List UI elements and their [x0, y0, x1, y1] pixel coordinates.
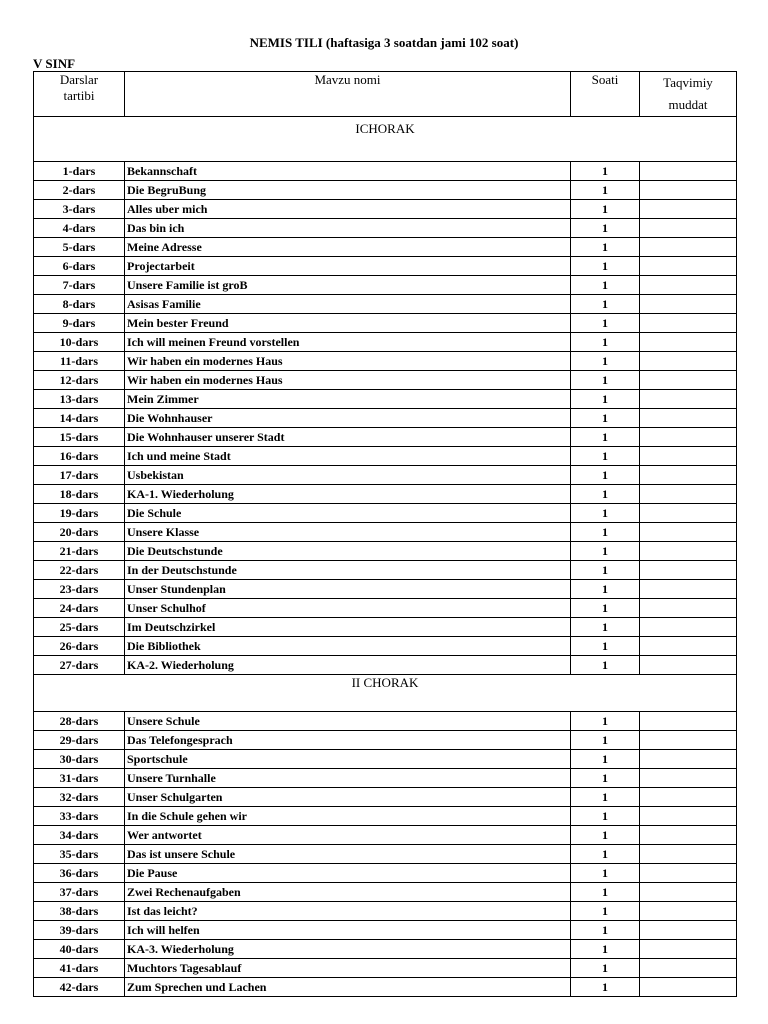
- lesson-date-cell[interactable]: [640, 883, 737, 902]
- lesson-topic-cell: Muchtors Tagesablauf: [125, 959, 571, 978]
- lesson-topic-cell: KA-2. Wiederholung: [125, 656, 571, 675]
- lesson-number-cell: 30-dars: [34, 750, 125, 769]
- lesson-hours-cell: 1: [571, 959, 640, 978]
- lesson-topic-cell: Das bin ich: [125, 219, 571, 238]
- header-hours: Soati: [571, 72, 640, 117]
- lesson-date-cell[interactable]: [640, 276, 737, 295]
- lesson-topic-cell: Wir haben ein modernes Haus: [125, 371, 571, 390]
- lesson-number-cell: 23-dars: [34, 580, 125, 599]
- lesson-date-cell[interactable]: [640, 561, 737, 580]
- lesson-number-cell: 36-dars: [34, 864, 125, 883]
- header-topic: Mavzu nomi: [125, 72, 571, 117]
- lesson-topic-cell: Zwei Rechenaufgaben: [125, 883, 571, 902]
- lesson-number-cell: 38-dars: [34, 902, 125, 921]
- lesson-topic-cell: Die BegruBung: [125, 181, 571, 200]
- lesson-number-cell: 40-dars: [34, 940, 125, 959]
- lesson-hours-cell: 1: [571, 485, 640, 504]
- lesson-topic-cell: Unser Stundenplan: [125, 580, 571, 599]
- lesson-hours-cell: 1: [571, 561, 640, 580]
- lesson-date-cell[interactable]: [640, 238, 737, 257]
- lesson-topic-cell: Die Wohnhauser: [125, 409, 571, 428]
- lesson-number-cell: 11-dars: [34, 352, 125, 371]
- table-row: [34, 902, 737, 921]
- lesson-number-cell: 13-dars: [34, 390, 125, 409]
- lesson-topic-cell: In der Deutschstunde: [125, 561, 571, 580]
- header-date-line2: muddat: [668, 97, 708, 112]
- lesson-number-cell: 19-dars: [34, 504, 125, 523]
- lesson-topic-cell: Das ist unsere Schule: [125, 845, 571, 864]
- lesson-date-cell[interactable]: [640, 162, 737, 181]
- lesson-topic-cell: Die Pause: [125, 864, 571, 883]
- lesson-date-cell[interactable]: [640, 466, 737, 485]
- lesson-topic-cell: Ich will helfen: [125, 921, 571, 940]
- table-row: [34, 807, 737, 826]
- lesson-number-cell: 2-dars: [34, 181, 125, 200]
- quarter-row: [34, 675, 737, 712]
- table-row: [34, 731, 737, 750]
- lesson-date-cell[interactable]: [640, 712, 737, 731]
- lesson-hours-cell: 1: [571, 921, 640, 940]
- lesson-topic-cell: Wer antwortet: [125, 826, 571, 845]
- table-row: [34, 599, 737, 618]
- table-row: [34, 845, 737, 864]
- table-row: [34, 921, 737, 940]
- table-row: [34, 788, 737, 807]
- lesson-hours-cell: 1: [571, 428, 640, 447]
- table-row: [34, 656, 737, 675]
- lesson-date-cell[interactable]: [640, 959, 737, 978]
- lesson-date-cell[interactable]: [640, 504, 737, 523]
- lesson-number-cell: 25-dars: [34, 618, 125, 637]
- lesson-date-cell[interactable]: [640, 314, 737, 333]
- lesson-date-cell[interactable]: [640, 485, 737, 504]
- lesson-topic-cell: Das Telefongesprach: [125, 731, 571, 750]
- grade-label: V SINF: [33, 56, 76, 71]
- lesson-hours-cell: 1: [571, 162, 640, 181]
- lesson-topic-cell: Ich will meinen Freund vorstellen: [125, 333, 571, 352]
- lesson-date-cell[interactable]: [640, 333, 737, 352]
- header-date-line1: Taqvimiy: [663, 75, 713, 90]
- table-row: [34, 466, 737, 485]
- lesson-number-cell: 29-dars: [34, 731, 125, 750]
- lesson-number-cell: 39-dars: [34, 921, 125, 940]
- lesson-number-cell: 41-dars: [34, 959, 125, 978]
- lesson-number-cell: 37-dars: [34, 883, 125, 902]
- lesson-hours-cell: 1: [571, 219, 640, 238]
- lesson-date-cell[interactable]: [640, 352, 737, 371]
- table-row: [34, 409, 737, 428]
- lesson-topic-cell: Die Schule: [125, 504, 571, 523]
- table-row: [34, 864, 737, 883]
- lesson-date-cell[interactable]: [640, 731, 737, 750]
- lesson-hours-cell: 1: [571, 447, 640, 466]
- lesson-hours-cell: 1: [571, 371, 640, 390]
- lesson-topic-cell: KA-1. Wiederholung: [125, 485, 571, 504]
- lesson-hours-cell: 1: [571, 238, 640, 257]
- table-row: [34, 314, 737, 333]
- lesson-date-cell[interactable]: [640, 371, 737, 390]
- lesson-topic-cell: Projectarbeit: [125, 257, 571, 276]
- lesson-hours-cell: 1: [571, 333, 640, 352]
- lesson-topic-cell: Die Bibliothek: [125, 637, 571, 656]
- lesson-hours-cell: 1: [571, 352, 640, 371]
- lesson-topic-cell: Unsere Turnhalle: [125, 769, 571, 788]
- table-row: [34, 257, 737, 276]
- lesson-number-cell: 27-dars: [34, 656, 125, 675]
- lesson-hours-cell: 1: [571, 618, 640, 637]
- table-row: [34, 238, 737, 257]
- lesson-date-cell[interactable]: [640, 750, 737, 769]
- lesson-topic-cell: Zum Sprechen und Lachen: [125, 978, 571, 997]
- lesson-topic-cell: Im Deutschzirkel: [125, 618, 571, 637]
- lesson-date-cell[interactable]: [640, 257, 737, 276]
- lesson-number-cell: 16-dars: [34, 447, 125, 466]
- table-row: [34, 637, 737, 656]
- lesson-topic-cell: Alles uber mich: [125, 200, 571, 219]
- lesson-hours-cell: 1: [571, 276, 640, 295]
- lesson-number-cell: 15-dars: [34, 428, 125, 447]
- header-date: [640, 72, 737, 117]
- lesson-date-cell[interactable]: [640, 921, 737, 940]
- table-row: [34, 523, 737, 542]
- quarter-row: [34, 117, 737, 162]
- quarter-label: ICHORAK: [34, 117, 737, 162]
- lesson-number-cell: 8-dars: [34, 295, 125, 314]
- lesson-date-cell[interactable]: [640, 523, 737, 542]
- lesson-hours-cell: 1: [571, 257, 640, 276]
- lesson-hours-cell: 1: [571, 940, 640, 959]
- header-lesson-order-line2: tartibi: [63, 88, 95, 103]
- lesson-date-cell[interactable]: [640, 219, 737, 238]
- lesson-date-cell[interactable]: [640, 200, 737, 219]
- table-row: [34, 295, 737, 314]
- table-row: [34, 959, 737, 978]
- lesson-date-cell[interactable]: [640, 656, 737, 675]
- lesson-topic-cell: Bekannschaft: [125, 162, 571, 181]
- table-row: [34, 826, 737, 845]
- lesson-topic-cell: Unsere Klasse: [125, 523, 571, 542]
- lesson-date-cell[interactable]: [640, 769, 737, 788]
- table-row: [34, 276, 737, 295]
- lesson-hours-cell: 1: [571, 181, 640, 200]
- lesson-number-cell: 20-dars: [34, 523, 125, 542]
- lesson-topic-cell: Unser Schulhof: [125, 599, 571, 618]
- lesson-date-cell[interactable]: [640, 788, 737, 807]
- lesson-date-cell[interactable]: [640, 409, 737, 428]
- lesson-hours-cell: 1: [571, 788, 640, 807]
- lesson-date-cell[interactable]: [640, 807, 737, 826]
- table-row: [34, 618, 737, 637]
- lesson-number-cell: 9-dars: [34, 314, 125, 333]
- table-row: [34, 162, 737, 181]
- lesson-date-cell[interactable]: [640, 447, 737, 466]
- lesson-topic-cell: Mein bester Freund: [125, 314, 571, 333]
- lesson-number-cell: 17-dars: [34, 466, 125, 485]
- table-row: [34, 940, 737, 959]
- lesson-date-cell[interactable]: [640, 637, 737, 656]
- lesson-hours-cell: 1: [571, 390, 640, 409]
- lesson-topic-cell: Die Wohnhauser unserer Stadt: [125, 428, 571, 447]
- table-row: [34, 712, 737, 731]
- lesson-hours-cell: 1: [571, 466, 640, 485]
- lesson-topic-cell: KA-3. Wiederholung: [125, 940, 571, 959]
- table-body: [34, 117, 737, 997]
- lesson-date-cell[interactable]: [640, 181, 737, 200]
- lesson-date-cell[interactable]: [640, 428, 737, 447]
- lesson-date-cell[interactable]: [640, 845, 737, 864]
- table-row: [34, 561, 737, 580]
- lesson-topic-cell: Die Deutschstunde: [125, 542, 571, 561]
- lesson-date-cell[interactable]: [640, 864, 737, 883]
- table-row: [34, 580, 737, 599]
- lesson-date-cell[interactable]: [640, 826, 737, 845]
- table-row: [34, 333, 737, 352]
- table-row: [34, 219, 737, 238]
- lesson-topic-cell: Unsere Schule: [125, 712, 571, 731]
- table-row: [34, 181, 737, 200]
- lesson-hours-cell: 1: [571, 295, 640, 314]
- lesson-number-cell: 5-dars: [34, 238, 125, 257]
- lesson-topic-cell: Unsere Familie ist groB: [125, 276, 571, 295]
- table-row: [34, 390, 737, 409]
- lesson-hours-cell: 1: [571, 712, 640, 731]
- header-lesson-order: [34, 72, 125, 117]
- lesson-number-cell: 14-dars: [34, 409, 125, 428]
- lesson-topic-cell: Ist das leicht?: [125, 902, 571, 921]
- lesson-number-cell: 32-dars: [34, 788, 125, 807]
- lesson-number-cell: 10-dars: [34, 333, 125, 352]
- lesson-topic-cell: Asisas Familie: [125, 295, 571, 314]
- lesson-hours-cell: 1: [571, 580, 640, 599]
- lesson-number-cell: 31-dars: [34, 769, 125, 788]
- quarter-label: II CHORAK: [34, 675, 737, 712]
- lesson-number-cell: 24-dars: [34, 599, 125, 618]
- lesson-hours-cell: 1: [571, 523, 640, 542]
- lesson-topic-cell: Mein Zimmer: [125, 390, 571, 409]
- header-lesson-order-line1: Darslar: [59, 72, 99, 87]
- lesson-hours-cell: 1: [571, 864, 640, 883]
- lesson-topic-cell: Sportschule: [125, 750, 571, 769]
- lesson-topic-cell: Meine Adresse: [125, 238, 571, 257]
- lesson-topic-cell: Wir haben ein modernes Haus: [125, 352, 571, 371]
- lesson-number-cell: 33-dars: [34, 807, 125, 826]
- lesson-hours-cell: 1: [571, 978, 640, 997]
- lesson-number-cell: 1-dars: [34, 162, 125, 181]
- lesson-number-cell: 4-dars: [34, 219, 125, 238]
- lesson-number-cell: 18-dars: [34, 485, 125, 504]
- lesson-hours-cell: 1: [571, 599, 640, 618]
- lesson-topic-cell: Unser Schulgarten: [125, 788, 571, 807]
- lesson-date-cell[interactable]: [640, 618, 737, 637]
- lesson-hours-cell: 1: [571, 656, 640, 675]
- table-row: [34, 485, 737, 504]
- lesson-hours-cell: 1: [571, 542, 640, 561]
- lesson-number-cell: 35-dars: [34, 845, 125, 864]
- lesson-hours-cell: 1: [571, 902, 640, 921]
- lesson-hours-cell: 1: [571, 826, 640, 845]
- lesson-topic-cell: Ich und meine Stadt: [125, 447, 571, 466]
- lesson-hours-cell: 1: [571, 807, 640, 826]
- lesson-number-cell: 34-dars: [34, 826, 125, 845]
- table-row: [34, 883, 737, 902]
- lesson-number-cell: 7-dars: [34, 276, 125, 295]
- table-row: [34, 978, 737, 997]
- lesson-number-cell: 26-dars: [34, 637, 125, 656]
- lesson-date-cell[interactable]: [640, 580, 737, 599]
- lesson-number-cell: 22-dars: [34, 561, 125, 580]
- lesson-number-cell: 12-dars: [34, 371, 125, 390]
- curriculum-table: [33, 71, 737, 997]
- lesson-number-cell: 42-dars: [34, 978, 125, 997]
- lesson-date-cell[interactable]: [640, 390, 737, 409]
- lesson-hours-cell: 1: [571, 200, 640, 219]
- lesson-topic-cell: Usbekistan: [125, 466, 571, 485]
- lesson-topic-cell: In die Schule gehen wir: [125, 807, 571, 826]
- lesson-date-cell[interactable]: [640, 599, 737, 618]
- table-row: [34, 542, 737, 561]
- lesson-date-cell[interactable]: [640, 295, 737, 314]
- table-row: [34, 750, 737, 769]
- lesson-hours-cell: 1: [571, 504, 640, 523]
- lesson-date-cell[interactable]: [640, 542, 737, 561]
- lesson-hours-cell: 1: [571, 731, 640, 750]
- lesson-hours-cell: 1: [571, 409, 640, 428]
- lesson-hours-cell: 1: [571, 769, 640, 788]
- table-row: [34, 352, 737, 371]
- lesson-date-cell[interactable]: [640, 902, 737, 921]
- lesson-number-cell: 28-dars: [34, 712, 125, 731]
- lesson-number-cell: 6-dars: [34, 257, 125, 276]
- table-header-row: [34, 72, 737, 117]
- table-row: [34, 200, 737, 219]
- lesson-date-cell[interactable]: [640, 978, 737, 997]
- lesson-hours-cell: 1: [571, 637, 640, 656]
- table-row: [34, 504, 737, 523]
- table-row: [34, 428, 737, 447]
- lesson-hours-cell: 1: [571, 750, 640, 769]
- document-title: NEMIS TILI (haftasiga 3 soatdan jami 102 soat): [249, 35, 519, 50]
- lesson-hours-cell: 1: [571, 845, 640, 864]
- table-row: [34, 447, 737, 466]
- lesson-number-cell: 21-dars: [34, 542, 125, 561]
- table-row: [34, 371, 737, 390]
- lesson-number-cell: 3-dars: [34, 200, 125, 219]
- table-row: [34, 769, 737, 788]
- lesson-date-cell[interactable]: [640, 940, 737, 959]
- lesson-hours-cell: 1: [571, 314, 640, 333]
- lesson-hours-cell: 1: [571, 883, 640, 902]
